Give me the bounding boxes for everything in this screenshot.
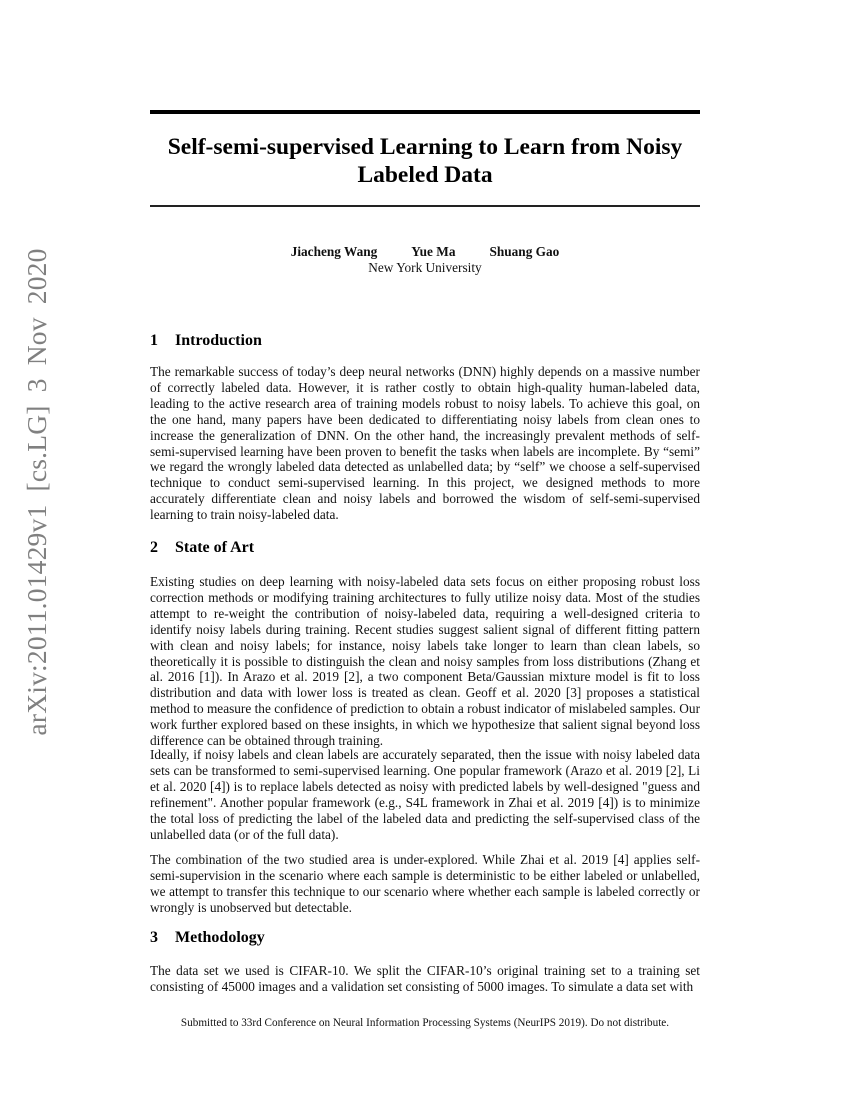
author-name: Jiacheng Wang: [290, 244, 378, 259]
author-name: Yue Ma: [411, 244, 456, 259]
paragraph: The data set we used is CIFAR-10. We split the CIFAR-10’s original training set to a training set consisting of 45000 images and a validation set consisting of 5000 images. To simulate a data set with: [150, 963, 700, 994]
title-rule-top: [150, 110, 700, 114]
paragraph: Ideally, if noisy labels and clean labels are accurately separated, then the issue with noisy labeled data sets can be transformed to semi-supervised learning. One popular framework (Arazo et al. 2019 [2], Li et al. 2020 [4]) is to replace labels detected as noisy with predicted labels by well-designed "guess and refinement". Another popular framework (e.g., S4L framework in Zhai et al. 2019 [4]) is to minimize the total loss of predicting the label of the labeled data and predicting the self-supervised class of the unlabelled data (or of the full data).: [150, 747, 700, 842]
section-heading-methodology: [150, 929, 265, 947]
paragraph: The remarkable success of today’s deep neural networks (DNN) highly depends on a massive number of correctly labeled data. However, it is rather costly to obtain high-quality human-labeled data, leading to the active research area of training models robust to noisy labels. To achieve this goal, on the one hand, many papers have been dedicated to differentiating noisy labels from clean ones to increase the generalization of DNN. On the other hand, the increasingly prevalent methods of self-semi-supervised learning have been proven to benefit the tasks when labels are incomplete. By “semi” we regard the wrongly labeled data detected as unlabelled data; by “self” we choose a self-supervised technique to conduct semi-supervised learning. In this project, we designed methods to more accurately differentiate clean and noisy labels and borrowed the wisdom of self-semi-supervised learning to train noisy-labeled data.: [150, 364, 700, 523]
author-name: Shuang Gao: [489, 244, 560, 259]
section-title: Introduction: [175, 332, 262, 349]
author-block: [150, 244, 700, 276]
author-names: [150, 244, 700, 260]
conference-footer: Submitted to 33rd Conference on Neural Information Processing Systems (NeurIPS 2019). Do not distribute.: [180, 1017, 670, 1029]
section-number: 3: [150, 929, 158, 946]
arxiv-identifier: arXiv:2011.01429v1 [cs.LG] 3 Nov 2020: [21, 248, 52, 736]
title-line-2: Labeled Data: [357, 162, 493, 188]
section-number: 1: [150, 332, 158, 349]
title-line-1: Self-semi-supervised Learning to Learn from Noisy: [167, 134, 683, 160]
paragraph: The combination of the two studied area is under-explored. While Zhai et al. 2019 [4] applies self-semi-supervision in the scenario where each sample is deterministic to be either labeled or unlabelled, we attempt to transfer this technique to our scenario where whether each sample is labeled correctly or wrongly is unobserved but detectable.: [150, 852, 700, 915]
section-title: Methodology: [175, 929, 265, 946]
author-affiliation: New York University: [368, 260, 482, 275]
section-heading-introduction: [150, 332, 262, 350]
paper-title: [150, 133, 700, 189]
section-title: State of Art: [175, 539, 255, 556]
title-rule-bottom: [150, 205, 700, 207]
section-heading-state-of-art: [150, 539, 254, 557]
section-number: 2: [150, 539, 158, 556]
paragraph: Existing studies on deep learning with noisy-labeled data sets focus on either proposing robust loss correction methods or modifying training architectures to fully utilize noisy data. Most of the studies attempt to re-weight the contribution of noisy-labeled data, requiring a well-designed criteria to identify noisy labels during training. Recent studies suggest salient signal of different fitting pattern with clean and noisy labels; for instance, noisy labels take longer to learn than clean labels, so theoretically it is possible to distinguish the clean and noisy samples from loss distributions (Zhang et al. 2016 [1]). In Arazo et al. 2019 [2], a two component Beta/Gaussian mixture model is fit to loss distribution and data with lower loss is treated as clean. Geoff et al. 2020 [3] proposes a statistical method to measure the confidence of prediction to obtain a robust indicator of mislabeled samples. Our work further explored based on these insights, in which we hypothesize that salient signal beyond loss difference can be obtained through training.: [150, 574, 700, 749]
